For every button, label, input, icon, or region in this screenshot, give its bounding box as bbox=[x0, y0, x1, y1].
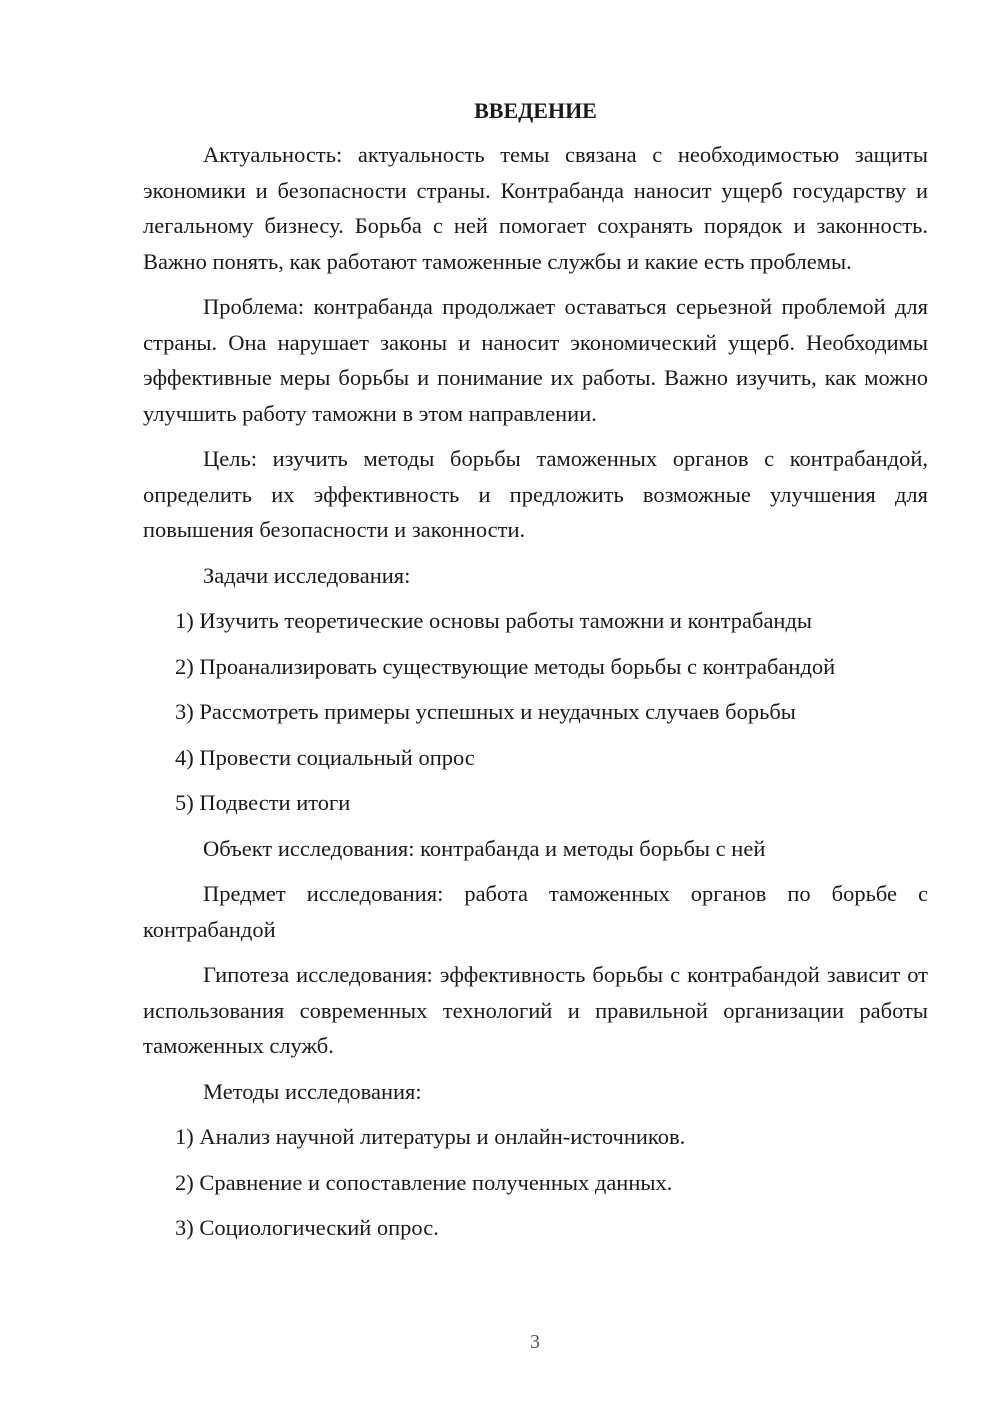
method-item: 1) Анализ научной литературы и онлайн-источников. bbox=[175, 1124, 686, 1149]
tasks-heading: Задачи исследования: bbox=[203, 562, 411, 588]
task-item: 1) Изучить теоретические основы работы таможни и контрабанды bbox=[175, 608, 813, 633]
problem-paragraph: Проблема: контрабанда продолжает оставаться серьезной проблемой для страны. Она нарушает законы и наносит экономический ущерб. Необходимы эффективные меры борьбы и понимание их работы. Важно изучить, как можно улучшить работу таможни в этом направлении. bbox=[143, 294, 928, 426]
hypothesis-paragraph: Гипотеза исследования: эффективность борьбы с контрабандой зависит от использования современных технологий и правильной организации работы таможенных служб. bbox=[143, 962, 928, 1058]
task-item: 2) Проанализировать существующие методы борьбы с контрабандой bbox=[175, 653, 836, 679]
page-title: ВВЕДЕНИЕ bbox=[474, 98, 597, 123]
method-item: 3) Социологический опрос. bbox=[175, 1215, 439, 1240]
subject-paragraph: Предмет исследования: работа таможенных органов по борьбе с контрабандой bbox=[143, 881, 928, 942]
method-item: 2) Сравнение и сопоставление полученных данных. bbox=[175, 1169, 673, 1195]
page-number: 3 bbox=[530, 1331, 540, 1353]
methods-heading: Методы исследования: bbox=[203, 1078, 422, 1104]
document-page bbox=[143, 95, 928, 1256]
task-item: 5) Подвести итоги bbox=[175, 790, 351, 815]
relevance-paragraph: Актуальность: актуальность темы связана с необходимостью защиты экономики и безопасности страны. Контрабанда наносит ущерб государству и легальному бизнесу. Борьба с ней помогает сохранять порядок и законность. Важно понять, как работают таможенные службы и какие есть проблемы. bbox=[143, 142, 928, 274]
object-paragraph: Объект исследования: контрабанда и методы борьбы с ней bbox=[203, 835, 766, 861]
task-item: 3) Рассмотреть примеры успешных и неудачных случаев борьбы bbox=[175, 699, 796, 724]
task-item: 4) Провести социальный опрос bbox=[175, 744, 475, 770]
goal-paragraph: Цель: изучить методы борьбы таможенных органов с контрабандой, определить их эффективность и предложить возможные улучшения для повышения безопасности и законности. bbox=[143, 446, 928, 542]
